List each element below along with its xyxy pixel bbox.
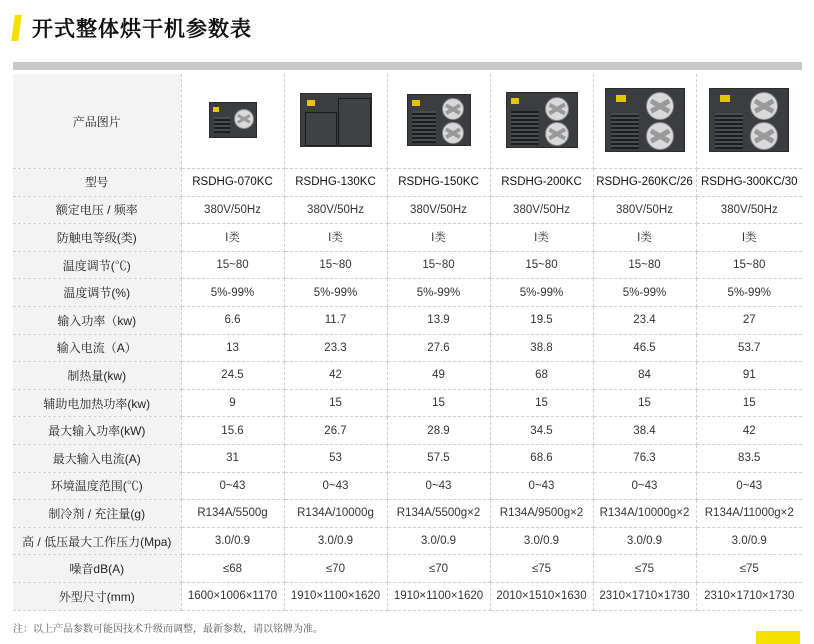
spec-value: I类	[593, 224, 696, 252]
control-panel-icon	[511, 98, 519, 104]
spec-value: 34.5	[490, 417, 593, 445]
spec-value: I类	[696, 224, 802, 252]
control-panel-icon	[720, 95, 730, 102]
spec-value: 380V/50Hz	[181, 196, 284, 224]
spec-value: 0~43	[696, 472, 802, 500]
spec-value: 38.4	[593, 417, 696, 445]
row-label: 最大输入电流(A)	[13, 444, 181, 472]
spec-value: 3.0/0.9	[490, 527, 593, 555]
control-panel-icon	[616, 95, 626, 102]
row-label: 外型尺寸(mm)	[13, 582, 181, 610]
spec-value: I类	[490, 224, 593, 252]
spec-value: 0~43	[284, 472, 387, 500]
product-image-cell	[181, 74, 284, 169]
row-label: 温度调节(℃)	[13, 251, 181, 279]
spec-value: 15~80	[284, 251, 387, 279]
spec-row	[13, 582, 802, 610]
spec-value: 26.7	[284, 417, 387, 445]
spec-value: 15	[387, 389, 490, 417]
spec-value: R134A/5500g×2	[387, 500, 490, 528]
title-accent-bar	[11, 15, 22, 41]
spec-value: R134A/11000g×2	[696, 500, 802, 528]
spec-value: 42	[696, 417, 802, 445]
spec-value: 83.5	[696, 444, 802, 472]
dryer-unit-icon	[407, 94, 471, 146]
header-divider	[13, 62, 802, 70]
row-label: 输入电流（A）	[13, 334, 181, 362]
fan-icon	[234, 109, 254, 129]
fan-icon	[545, 97, 569, 121]
product-image-cell	[387, 74, 490, 169]
model-cell: RSDHG-130KC	[284, 169, 387, 197]
spec-value: I类	[387, 224, 490, 252]
spec-row	[13, 527, 802, 555]
row-label: 制冷剂 / 充注量(g)	[13, 500, 181, 528]
control-panel-icon	[412, 100, 420, 106]
spec-value: 1910×1100×1620	[284, 582, 387, 610]
spec-value: 15.6	[181, 417, 284, 445]
spec-row	[13, 500, 802, 528]
spec-value: R134A/10000g	[284, 500, 387, 528]
small-dryer-unit-icon	[209, 102, 257, 138]
spec-value: 76.3	[593, 444, 696, 472]
dryer-unit-icon	[300, 93, 372, 147]
spec-row	[13, 196, 802, 224]
spec-value: 11.7	[284, 306, 387, 334]
grille-icon	[511, 111, 539, 145]
spec-value: R134A/5500g	[181, 500, 284, 528]
spec-value: 68	[490, 362, 593, 390]
spec-value: 5%-99%	[696, 279, 802, 307]
title-bar	[13, 13, 252, 43]
corner-accent	[756, 631, 800, 644]
spec-value: 42	[284, 362, 387, 390]
control-panel-icon	[307, 100, 315, 106]
spec-value: 27	[696, 306, 802, 334]
dryer-unit-icon	[506, 92, 578, 148]
spec-row	[13, 306, 802, 334]
spec-value: 15~80	[593, 251, 696, 279]
fan-icon	[545, 122, 569, 146]
row-label: 高 / 低压最大工作压力(Mpa)	[13, 527, 181, 555]
fan-icon	[442, 122, 464, 144]
spec-value: 9	[181, 389, 284, 417]
spec-value: 13	[181, 334, 284, 362]
large-dryer-unit-icon	[709, 88, 789, 152]
spec-value: ≤70	[387, 555, 490, 583]
spec-value: 380V/50Hz	[490, 196, 593, 224]
spec-value: 5%-99%	[181, 279, 284, 307]
spec-value: 2010×1510×1630	[490, 582, 593, 610]
spec-value: 15	[593, 389, 696, 417]
spec-value: 53.7	[696, 334, 802, 362]
spec-value: 15	[284, 389, 387, 417]
spec-value: 380V/50Hz	[387, 196, 490, 224]
spec-value: 15~80	[490, 251, 593, 279]
spec-value: 24.5	[181, 362, 284, 390]
spec-value: 6.6	[181, 306, 284, 334]
spec-value: 1600×1006×1170	[181, 582, 284, 610]
spec-value: R134A/10000g×2	[593, 500, 696, 528]
row-label: 产品图片	[13, 74, 181, 169]
grille-icon	[611, 113, 639, 149]
spec-row	[13, 472, 802, 500]
spec-value: 3.0/0.9	[181, 527, 284, 555]
product-image-cell	[490, 74, 593, 169]
row-label: 型号	[13, 169, 181, 197]
spec-value: ≤75	[593, 555, 696, 583]
model-cell: RSDHG-200KC	[490, 169, 593, 197]
spec-row	[13, 362, 802, 390]
spec-value: 380V/50Hz	[593, 196, 696, 224]
row-label: 辅助电加热功率(kw)	[13, 389, 181, 417]
spec-value: 3.0/0.9	[593, 527, 696, 555]
spec-value: 15~80	[696, 251, 802, 279]
spec-value: 53	[284, 444, 387, 472]
spec-row	[13, 444, 802, 472]
product-image-cell	[696, 74, 802, 169]
product-image-cell	[593, 74, 696, 169]
spec-value: 0~43	[593, 472, 696, 500]
door-panel-icon	[338, 98, 371, 146]
spec-value: 3.0/0.9	[284, 527, 387, 555]
spec-value: 23.3	[284, 334, 387, 362]
spec-value: R134A/9500g×2	[490, 500, 593, 528]
spec-value: 5%-99%	[284, 279, 387, 307]
spec-value: 380V/50Hz	[284, 196, 387, 224]
model-cell: RSDHG-300KC/30	[696, 169, 802, 197]
spec-value: 46.5	[593, 334, 696, 362]
row-label: 温度调节(%)	[13, 279, 181, 307]
spec-row	[13, 279, 802, 307]
spec-value: 38.8	[490, 334, 593, 362]
spec-row	[13, 251, 802, 279]
footnote: 注：以上产品参数可能因技术升级而调整，最新参数，请以铭牌为准。	[13, 624, 323, 635]
model-row	[13, 169, 802, 197]
spec-value: 19.5	[490, 306, 593, 334]
spec-value: 27.6	[387, 334, 490, 362]
grille-icon	[715, 113, 743, 149]
spec-value: 49	[387, 362, 490, 390]
product-image-cell	[284, 74, 387, 169]
spec-row	[13, 224, 802, 252]
spec-value: 57.5	[387, 444, 490, 472]
spec-value: 5%-99%	[387, 279, 490, 307]
spec-value: 15~80	[181, 251, 284, 279]
spec-row	[13, 334, 802, 362]
row-label: 最大输入功率(kW)	[13, 417, 181, 445]
large-dryer-unit-icon	[605, 88, 685, 152]
fan-icon	[750, 122, 778, 150]
fan-icon	[646, 122, 674, 150]
spec-value: 3.0/0.9	[387, 527, 490, 555]
spec-value: I类	[284, 224, 387, 252]
spec-row	[13, 417, 802, 445]
spec-row	[13, 555, 802, 583]
spec-value: 3.0/0.9	[696, 527, 802, 555]
fan-icon	[646, 92, 674, 120]
spec-value: 380V/50Hz	[696, 196, 802, 224]
spec-value: 0~43	[181, 472, 284, 500]
row-label: 制热量(kw)	[13, 362, 181, 390]
image-row	[13, 74, 802, 169]
spec-value: ≤75	[490, 555, 593, 583]
model-cell: RSDHG-150KC	[387, 169, 490, 197]
row-label: 输入功率（kw)	[13, 306, 181, 334]
row-label: 防触电等级(类)	[13, 224, 181, 252]
spec-value: 0~43	[387, 472, 490, 500]
row-label: 额定电压 / 频率	[13, 196, 181, 224]
spec-value: 23.4	[593, 306, 696, 334]
spec-value: 5%-99%	[490, 279, 593, 307]
spec-value: 15~80	[387, 251, 490, 279]
row-label: 环境温度范围(℃)	[13, 472, 181, 500]
spec-value: ≤75	[696, 555, 802, 583]
fan-icon	[750, 92, 778, 120]
row-label: 噪音dB(A)	[13, 555, 181, 583]
spec-value: ≤68	[181, 555, 284, 583]
spec-row	[13, 389, 802, 417]
spec-value: 31	[181, 444, 284, 472]
spec-value: 2310×1710×1730	[696, 582, 802, 610]
spec-value: 15	[696, 389, 802, 417]
spec-value: 91	[696, 362, 802, 390]
spec-value: 0~43	[490, 472, 593, 500]
spec-value: 13.9	[387, 306, 490, 334]
spec-table	[13, 74, 802, 611]
spec-value: 2310×1710×1730	[593, 582, 696, 610]
model-cell: RSDHG-260KC/26	[593, 169, 696, 197]
spec-value: 1910×1100×1620	[387, 582, 490, 610]
spec-value: 84	[593, 362, 696, 390]
model-cell: RSDHG-070KC	[181, 169, 284, 197]
control-panel-icon	[213, 107, 219, 112]
grille-icon	[412, 111, 436, 143]
spec-value: I类	[181, 224, 284, 252]
spec-value: ≤70	[284, 555, 387, 583]
spec-value: 15	[490, 389, 593, 417]
door-panel-icon	[305, 112, 337, 146]
spec-value: 28.9	[387, 417, 490, 445]
fan-icon	[442, 98, 464, 120]
spec-value: 68.6	[490, 444, 593, 472]
page-title: 开式整体烘干机参数表	[32, 17, 252, 41]
grille-icon	[214, 117, 230, 133]
spec-value: 5%-99%	[593, 279, 696, 307]
